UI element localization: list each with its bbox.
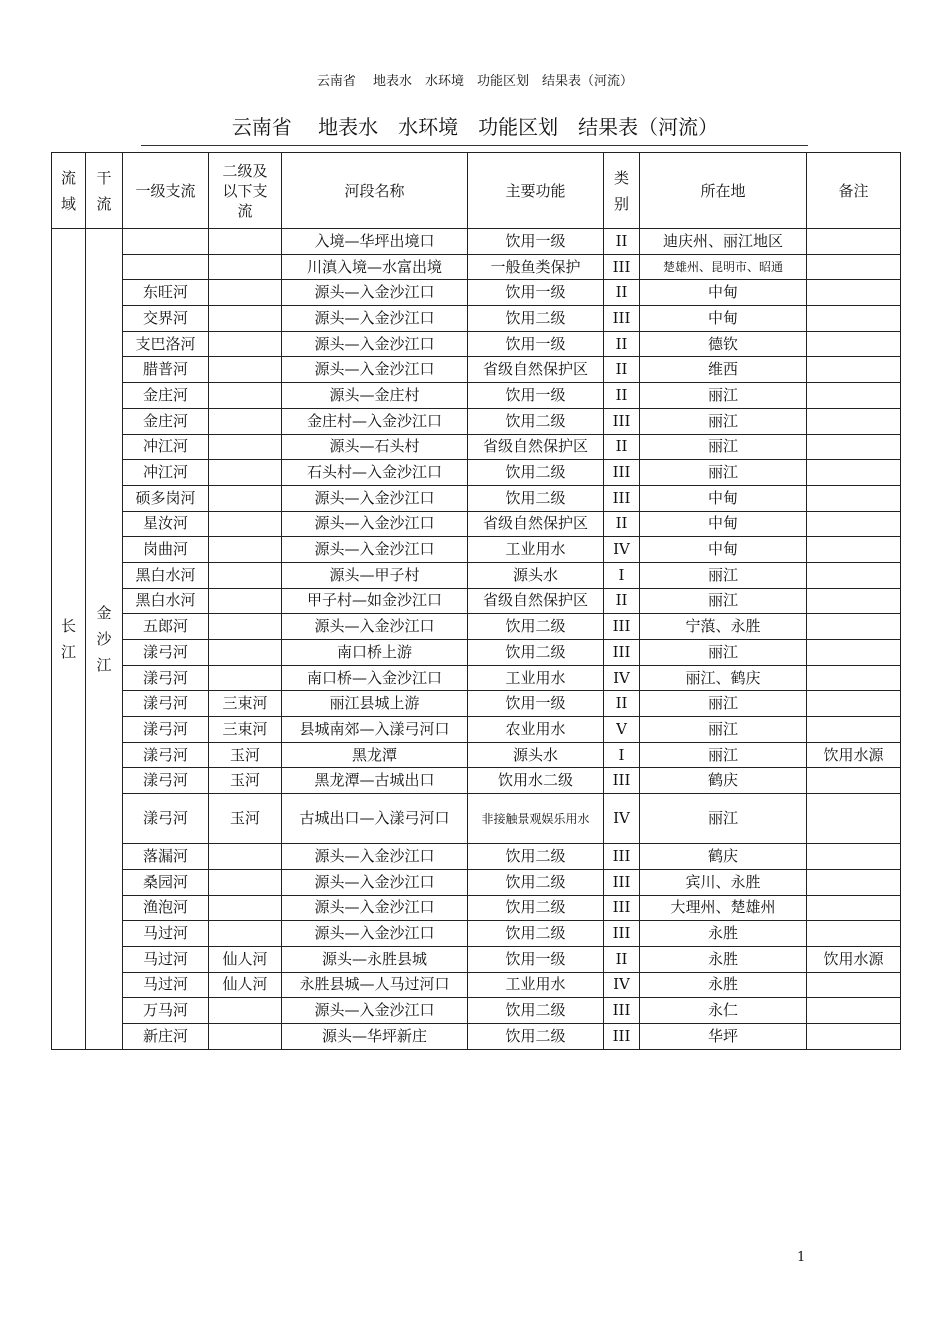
cell-tributary-2 [209,357,282,383]
cell-function: 饮用二级 [468,306,604,332]
cell-tributary-1: 落漏河 [123,844,209,870]
table-row [52,895,901,921]
cell-note [807,972,901,998]
cell-class: III [604,1023,640,1049]
cell-location: 丽江 [640,794,807,844]
cell-note [807,562,901,588]
cell-tributary-1: 冲江河 [123,434,209,460]
table-row [52,408,901,434]
cell-tributary-2 [209,614,282,640]
cell-tributary-2 [209,869,282,895]
cell-segment: 县城南郊—入漾弓河口 [282,717,468,743]
cell-function: 饮用二级 [468,485,604,511]
cell-function: 饮用一级 [468,229,604,255]
table-row [52,588,901,614]
title-underline [141,145,808,146]
cell-note [807,844,901,870]
cell-tributary-1: 岗曲河 [123,537,209,563]
cell-tributary-2 [209,511,282,537]
table-row [52,946,901,972]
col-header-function: 主要功能 [468,153,604,229]
cell-note [807,331,901,357]
cell-tributary-2 [209,280,282,306]
cell-tributary-1: 马过河 [123,921,209,947]
cell-note [807,768,901,794]
cell-class: II [604,588,640,614]
cell-function: 农业用水 [468,717,604,743]
cell-note [807,511,901,537]
cell-location: 中甸 [640,511,807,537]
cell-note: 饮用水源 [807,742,901,768]
cell-class: II [604,357,640,383]
cell-tributary-1: 支巴洛河 [123,331,209,357]
col-header-note: 备注 [807,153,901,229]
cell-class: III [604,869,640,895]
cell-class: I [604,562,640,588]
cell-location: 宾川、永胜 [640,869,807,895]
table-row [52,768,901,794]
cell-tributary-1: 马过河 [123,946,209,972]
table-row [52,614,901,640]
col-header-segment: 河段名称 [282,153,468,229]
cell-segment: 甲子村—如金沙江口 [282,588,468,614]
table-row [52,460,901,486]
cell-segment: 源头—入金沙江口 [282,537,468,563]
cell-location: 中甸 [640,280,807,306]
cell-tributary-1: 渔泡河 [123,895,209,921]
cell-tributary-1: 腊普河 [123,357,209,383]
cell-location: 华坪 [640,1023,807,1049]
cell-note [807,280,901,306]
cell-segment: 金庄村—入金沙江口 [282,408,468,434]
cell-location: 永胜 [640,921,807,947]
cell-function: 饮用一级 [468,946,604,972]
cell-tributary-2: 仙人河 [209,946,282,972]
col-header-class: 类 别 [604,153,640,229]
cell-tributary-1: 漾弓河 [123,794,209,844]
cell-location: 楚雄州、昆明市、昭通 [640,254,807,280]
cell-tributary-1: 交界河 [123,306,209,332]
cell-segment: 源头—甲子村 [282,562,468,588]
cell-location: 永仁 [640,998,807,1024]
cell-tributary-2: 玉河 [209,742,282,768]
cell-function: 饮用一级 [468,691,604,717]
cell-function: 饮用一级 [468,331,604,357]
cell-tributary-2: 三束河 [209,691,282,717]
cell-function: 省级自然保护区 [468,357,604,383]
table-row [52,383,901,409]
cell-note [807,869,901,895]
cell-tributary-2 [209,665,282,691]
cell-tributary-2 [209,408,282,434]
cell-segment: 石头村—入金沙江口 [282,460,468,486]
cell-location: 德钦 [640,331,807,357]
cell-tributary-1: 马过河 [123,972,209,998]
cell-function: 省级自然保护区 [468,511,604,537]
cell-function: 饮用二级 [468,1023,604,1049]
cell-basin: 长 江 [52,229,86,1050]
cell-function: 饮用二级 [468,844,604,870]
cell-segment: 南口桥上游 [282,640,468,666]
cell-class: III [604,998,640,1024]
cell-segment: 源头—入金沙江口 [282,485,468,511]
cell-tributary-2 [209,331,282,357]
cell-segment: 丽江县城上游 [282,691,468,717]
cell-class: III [604,614,640,640]
table-row [52,562,901,588]
cell-location: 宁蒗、永胜 [640,614,807,640]
cell-tributary-2 [209,537,282,563]
table-row [52,921,901,947]
water-function-table [51,152,901,1050]
cell-tributary-1: 漾弓河 [123,717,209,743]
cell-segment: 永胜县城—人马过河口 [282,972,468,998]
cell-tributary-1: 新庄河 [123,1023,209,1049]
cell-segment: 源头—入金沙江口 [282,511,468,537]
cell-tributary-1: 桑园河 [123,869,209,895]
table-row [52,998,901,1024]
cell-class: IV [604,972,640,998]
cell-function: 饮用一级 [468,383,604,409]
cell-class: III [604,768,640,794]
cell-segment: 源头—入金沙江口 [282,869,468,895]
cell-segment: 源头—石头村 [282,434,468,460]
cell-function: 省级自然保护区 [468,588,604,614]
cell-note [807,306,901,332]
cell-segment: 黑龙潭—古城出口 [282,768,468,794]
cell-location: 丽江 [640,640,807,666]
cell-class: II [604,946,640,972]
table-header-row [52,153,901,229]
document-title: 云南省 地表水 水环境 功能区划 结果表（河流） [231,115,719,139]
cell-tributary-2 [209,460,282,486]
cell-tributary-1: 黑白水河 [123,588,209,614]
cell-function: 饮用二级 [468,998,604,1024]
cell-tributary-1: 金庄河 [123,383,209,409]
cell-tributary-1: 五郎河 [123,614,209,640]
cell-note [807,434,901,460]
cell-tributary-2 [209,383,282,409]
cell-segment: 源头—入金沙江口 [282,895,468,921]
cell-function: 饮用二级 [468,614,604,640]
cell-function: 省级自然保护区 [468,434,604,460]
cell-note [807,665,901,691]
cell-class: II [604,280,640,306]
cell-location: 迪庆州、丽江地区 [640,229,807,255]
cell-function: 工业用水 [468,972,604,998]
cell-function: 饮用二级 [468,895,604,921]
cell-class: III [604,460,640,486]
cell-location: 中甸 [640,306,807,332]
cell-tributary-2 [209,1023,282,1049]
cell-class: III [604,844,640,870]
cell-note [807,588,901,614]
cell-tributary-1: 金庄河 [123,408,209,434]
cell-tributary-2 [209,921,282,947]
cell-class: III [604,408,640,434]
cell-note [807,794,901,844]
cell-note [807,717,901,743]
col-header-tributary-2: 二级及 以下支 流 [209,153,282,229]
table-row [52,691,901,717]
cell-note [807,1023,901,1049]
cell-note [807,383,901,409]
cell-function: 工业用水 [468,665,604,691]
cell-tributary-2: 玉河 [209,768,282,794]
cell-segment: 源头—华坪新庄 [282,1023,468,1049]
cell-tributary-2 [209,998,282,1024]
col-header-basin: 流 域 [52,153,86,229]
cell-class: III [604,921,640,947]
cell-tributary-2: 三束河 [209,717,282,743]
cell-tributary-2 [209,588,282,614]
cell-location: 丽江 [640,717,807,743]
cell-tributary-2 [209,434,282,460]
cell-function: 源头水 [468,562,604,588]
col-header-tributary-1: 一级支流 [123,153,209,229]
cell-location: 鹤庆 [640,768,807,794]
cell-note [807,408,901,434]
cell-function: 饮用水二级 [468,768,604,794]
cell-location: 丽江、鹤庆 [640,665,807,691]
cell-location: 鹤庆 [640,844,807,870]
cell-tributary-1: 漾弓河 [123,742,209,768]
cell-function: 饮用二级 [468,921,604,947]
cell-note [807,691,901,717]
table-row [52,869,901,895]
table-row [52,511,901,537]
cell-function: 非接触景观娱乐用水 [468,794,604,844]
cell-segment: 源头—入金沙江口 [282,331,468,357]
cell-function: 饮用二级 [468,408,604,434]
cell-class: II [604,383,640,409]
cell-class: I [604,742,640,768]
cell-note [807,895,901,921]
cell-tributary-2: 仙人河 [209,972,282,998]
cell-class: II [604,331,640,357]
cell-location: 丽江 [640,742,807,768]
cell-segment: 源头—入金沙江口 [282,844,468,870]
cell-class: III [604,254,640,280]
cell-tributary-2 [209,306,282,332]
table-row [52,485,901,511]
cell-tributary-1: 漾弓河 [123,768,209,794]
cell-segment: 源头—入金沙江口 [282,614,468,640]
cell-note [807,460,901,486]
cell-tributary-2 [209,895,282,921]
cell-note [807,357,901,383]
table-row [52,434,901,460]
cell-segment: 黑龙潭 [282,742,468,768]
cell-note [807,485,901,511]
cell-function: 饮用二级 [468,640,604,666]
table-row [52,537,901,563]
cell-location: 维西 [640,357,807,383]
running-header: 云南省 地表水 水环境 功能区划 结果表（河流） [316,74,634,89]
cell-function: 饮用二级 [468,869,604,895]
col-header-main-river: 干 流 [86,153,123,229]
cell-tributary-2 [209,562,282,588]
cell-segment: 源头—入金沙江口 [282,357,468,383]
cell-class: II [604,229,640,255]
cell-note [807,229,901,255]
cell-tributary-1: 漾弓河 [123,665,209,691]
table-row [52,665,901,691]
cell-main-river: 金 沙 江 [86,229,123,1050]
cell-note [807,921,901,947]
col-header-location: 所在地 [640,153,807,229]
cell-segment: 源头—入金沙江口 [282,306,468,332]
table-row [52,229,901,255]
cell-tributary-1: 黑白水河 [123,562,209,588]
cell-segment: 古城出口—入漾弓河口 [282,794,468,844]
cell-tributary-1 [123,254,209,280]
cell-class: IV [604,665,640,691]
cell-tributary-2 [209,844,282,870]
cell-class: III [604,485,640,511]
cell-tributary-1 [123,229,209,255]
table-row [52,306,901,332]
cell-tributary-1: 漾弓河 [123,640,209,666]
cell-note [807,614,901,640]
cell-tributary-1: 硕多岗河 [123,485,209,511]
table-row [52,972,901,998]
cell-location: 丽江 [640,588,807,614]
cell-segment: 源头—永胜县城 [282,946,468,972]
cell-class: II [604,691,640,717]
cell-function: 饮用二级 [468,460,604,486]
cell-function: 工业用水 [468,537,604,563]
cell-location: 丽江 [640,460,807,486]
cell-class: III [604,640,640,666]
cell-segment: 入境—华坪出境口 [282,229,468,255]
cell-segment: 源头—入金沙江口 [282,921,468,947]
cell-location: 永胜 [640,972,807,998]
table-row [52,357,901,383]
cell-tributary-1: 星汝河 [123,511,209,537]
cell-location: 大理州、楚雄州 [640,895,807,921]
cell-location: 丽江 [640,408,807,434]
cell-location: 中甸 [640,537,807,563]
table-row [52,794,901,844]
cell-tributary-2 [209,485,282,511]
table-body [52,229,901,1050]
cell-function: 一般鱼类保护 [468,254,604,280]
cell-tributary-1: 东旺河 [123,280,209,306]
cell-class: III [604,895,640,921]
cell-location: 丽江 [640,691,807,717]
cell-note [807,640,901,666]
cell-tributary-1: 万马河 [123,998,209,1024]
cell-function: 饮用一级 [468,280,604,306]
cell-segment: 川滇入境—水富出境 [282,254,468,280]
cell-tributary-2: 玉河 [209,794,282,844]
cell-tributary-1: 冲江河 [123,460,209,486]
cell-tributary-1: 漾弓河 [123,691,209,717]
cell-note [807,254,901,280]
cell-location: 丽江 [640,562,807,588]
table-row [52,717,901,743]
table-row [52,331,901,357]
table-row [52,254,901,280]
cell-tributary-2 [209,229,282,255]
cell-segment: 源头—入金沙江口 [282,998,468,1024]
table-row [52,640,901,666]
cell-location: 丽江 [640,383,807,409]
cell-location: 丽江 [640,434,807,460]
cell-note [807,998,901,1024]
cell-segment: 南口桥—入金沙江口 [282,665,468,691]
cell-segment: 源头—入金沙江口 [282,280,468,306]
cell-class: II [604,434,640,460]
table-row [52,280,901,306]
cell-class: II [604,511,640,537]
page-number: 1 [797,1250,806,1265]
cell-segment: 源头—金庄村 [282,383,468,409]
cell-note [807,537,901,563]
cell-note: 饮用水源 [807,946,901,972]
cell-function: 源头水 [468,742,604,768]
cell-location: 中甸 [640,485,807,511]
table-row [52,1023,901,1049]
table-row [52,742,901,768]
cell-tributary-2 [209,640,282,666]
cell-location: 永胜 [640,946,807,972]
table-row [52,844,901,870]
cell-tributary-2 [209,254,282,280]
cell-class: IV [604,794,640,844]
cell-class: III [604,306,640,332]
cell-class: IV [604,537,640,563]
cell-class: V [604,717,640,743]
